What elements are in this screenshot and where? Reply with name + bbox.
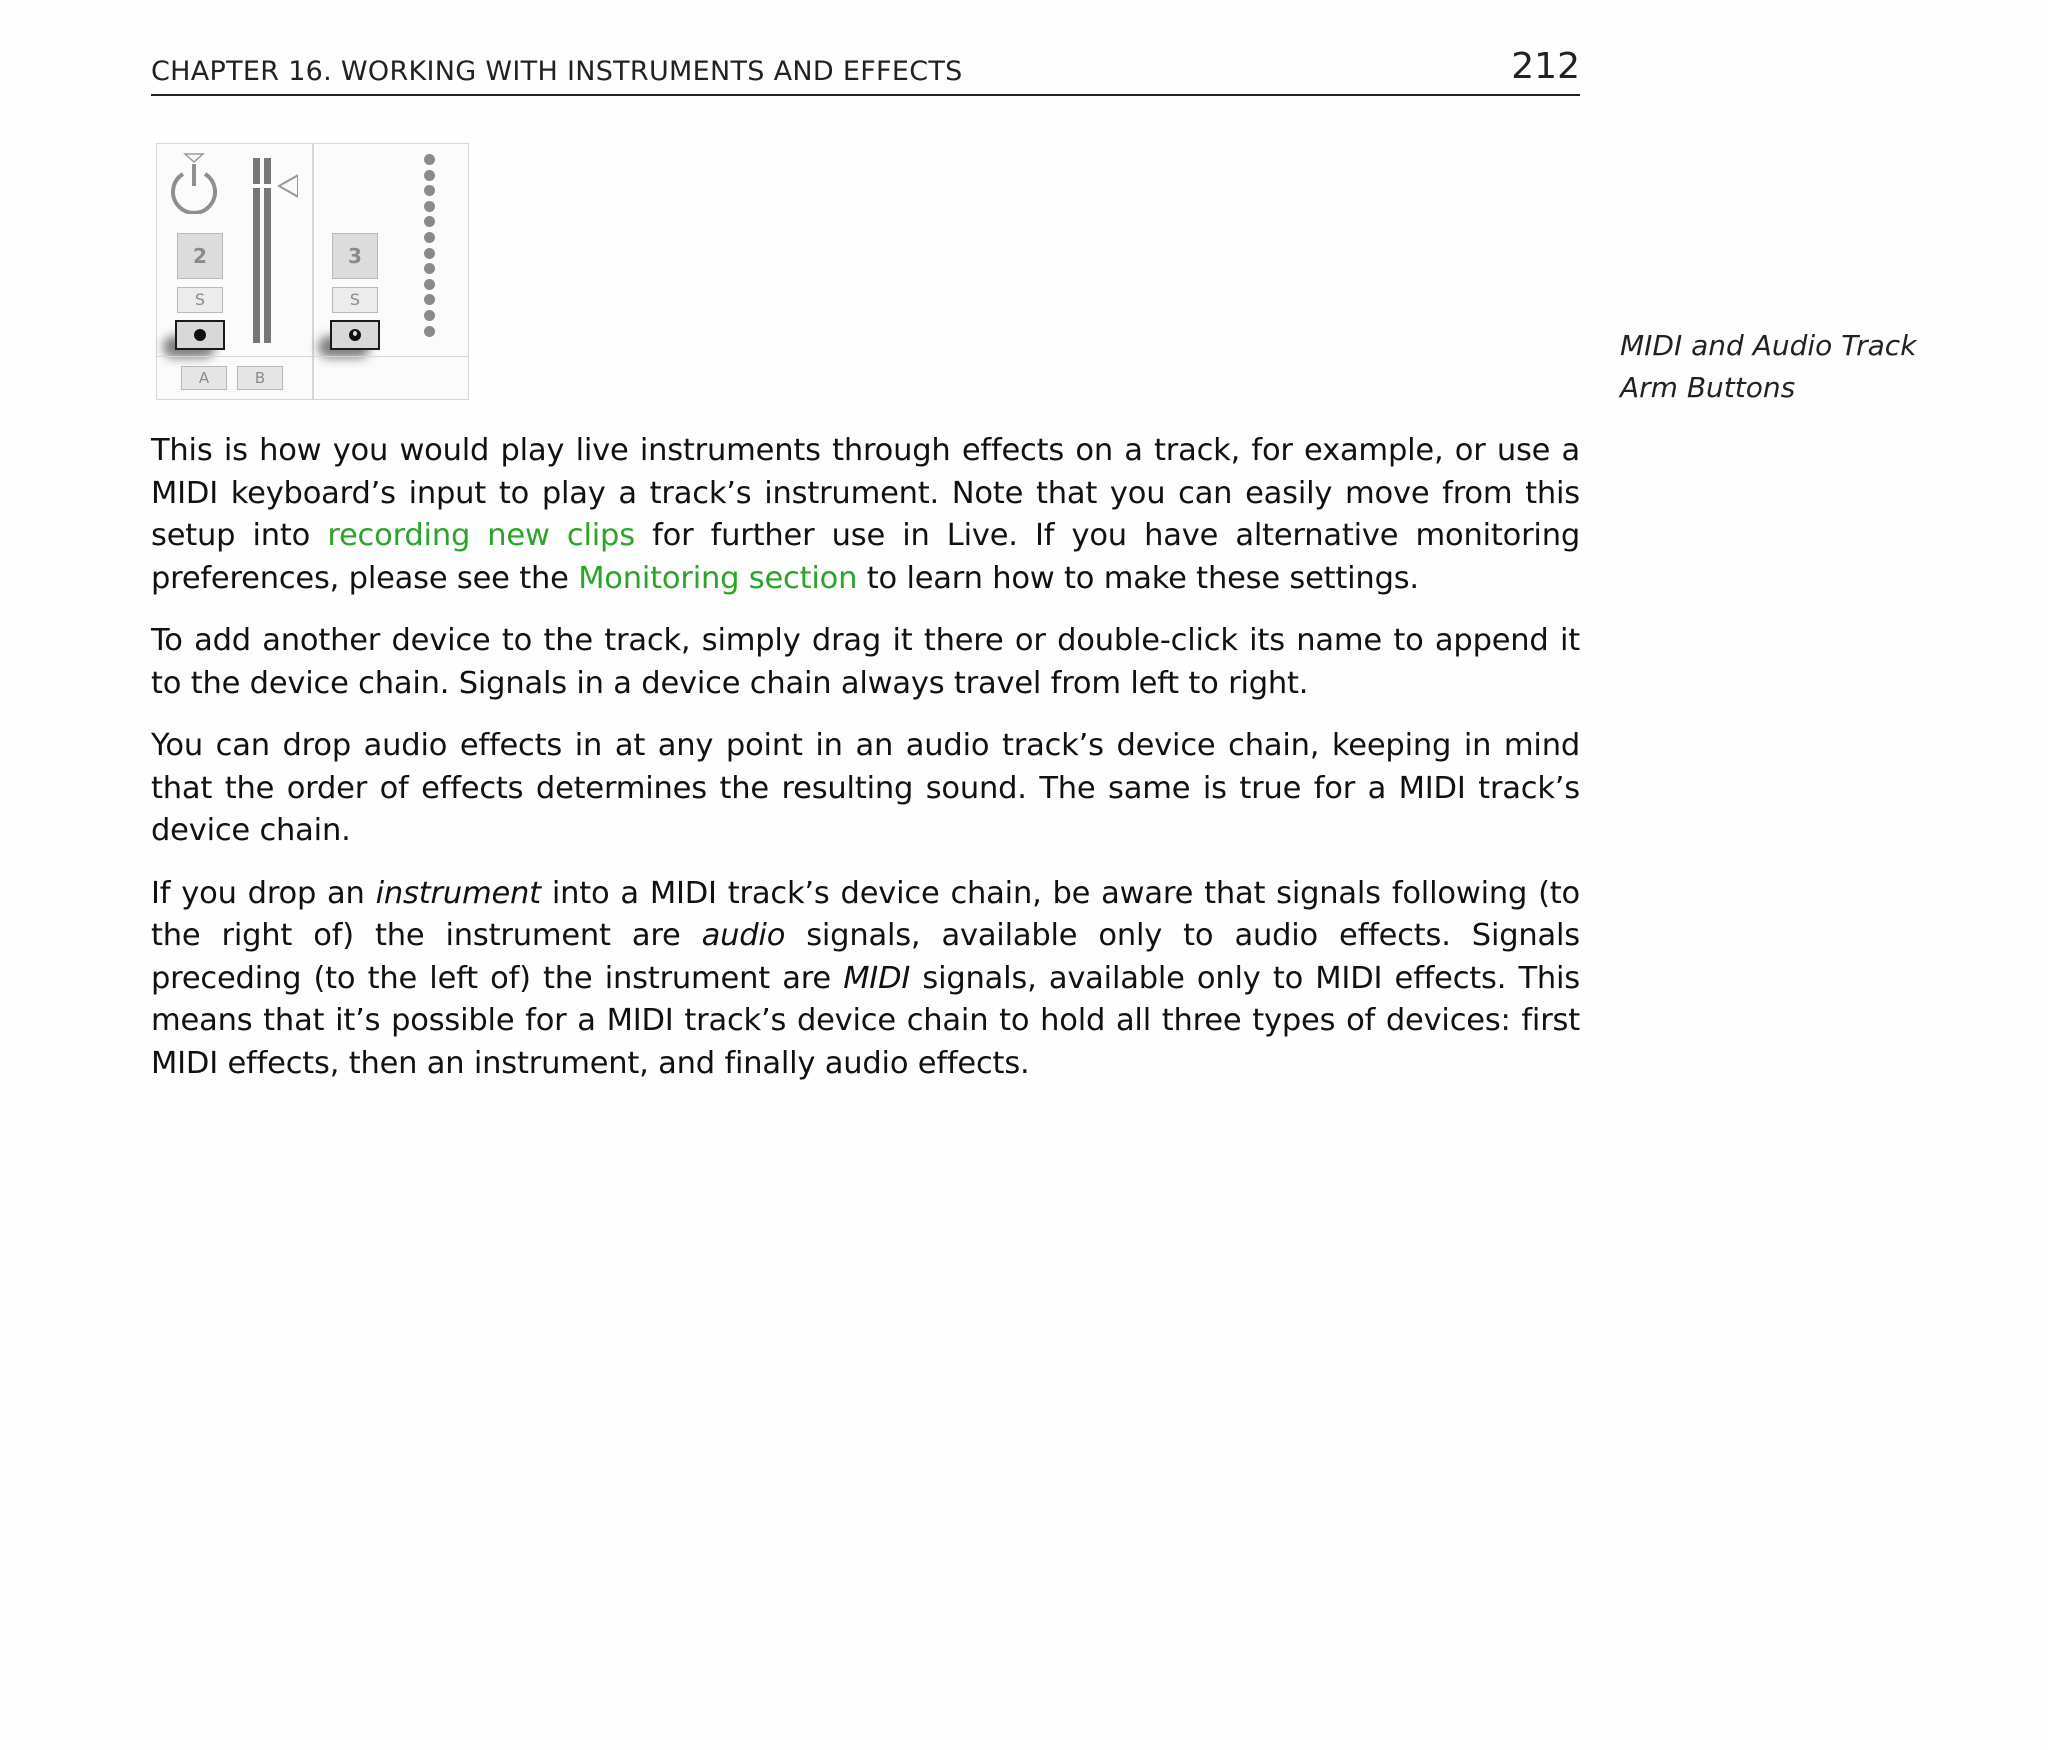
text-run: signals, available only to MIDI effects. This means that it’s possible for a MIDI track’s device chain to hold all three types of devices: first MIDI effects, then an instrument, and finally audio effects. [151, 960, 1580, 1081]
chapter-title: CHAPTER 16. WORKING WITH INSTRUMENTS AND EFFECTS [151, 56, 963, 87]
body-text [151, 430, 1580, 1105]
volume-arrow-fill-icon [281, 177, 297, 195]
caption-line: MIDI and Audio Track [1620, 329, 1917, 362]
pan-knob-icon [171, 152, 231, 214]
monitoring-section-link[interactable]: Monitoring section [578, 560, 858, 596]
empty-io-row [314, 356, 468, 399]
record-dot-icon [194, 329, 206, 341]
record-dot-icon [349, 329, 361, 341]
volume-fader-cap[interactable] [250, 184, 274, 188]
text-run: for further use in Live. If you have alternative monitoring preferences, please see the [151, 518, 1580, 596]
figure-caption [1620, 325, 2020, 409]
level-meter [424, 154, 436, 341]
solo-button[interactable]: S [177, 287, 223, 313]
recording-new-clips-link[interactable]: recording new clips [327, 518, 635, 553]
text-run: signals, available only to audio effects. Signals preceding (to the left of) the instrument are [151, 918, 1580, 996]
track-arm-figure [156, 143, 470, 399]
paragraph: To add another device to the track, simply drag it there or double-click its name to append it to the device chain. Signals in a device chain always travel from left to right. [151, 623, 1580, 701]
page-number: 212 [1511, 46, 1580, 87]
crossfade-row [157, 356, 312, 399]
crossfade-b-button[interactable]: B [237, 366, 283, 390]
text-run: If you drop an [151, 875, 376, 911]
emphasis: instrument [375, 875, 541, 911]
audio-arm-button[interactable] [330, 320, 380, 350]
emphasis: MIDI [843, 960, 911, 996]
paragraph [151, 873, 1580, 1086]
track-number-button[interactable]: 2 [177, 233, 223, 279]
paragraph: You can drop audio effects in at any point in an audio track’s device chain, keeping in mind that the order of effects determines the resulting sound. The same is true for a MIDI track’s device chain. [151, 728, 1580, 848]
text-run: into a MIDI track’s device chain, be aware that signals following (to the right of) the instrument are [151, 875, 1580, 953]
midi-arm-button[interactable] [175, 320, 225, 350]
caption-line: Arm Buttons [1620, 371, 1796, 404]
paragraph [151, 430, 1580, 600]
emphasis: audio [701, 918, 786, 953]
crossfade-a-button[interactable]: A [181, 366, 227, 390]
audio-track-strip [313, 143, 469, 400]
text-run: This is how you would play live instruments through effects on a track, for example, or use a MIDI keyboard’s input to play a track’s instrument. Note that you can easily move from this setup into [151, 433, 1580, 553]
text-run: to learn how to make these settings. [857, 560, 1419, 596]
running-header [151, 46, 1580, 96]
midi-track-strip [156, 143, 313, 400]
track-number-button[interactable]: 3 [332, 233, 378, 279]
solo-button[interactable]: S [332, 287, 378, 313]
